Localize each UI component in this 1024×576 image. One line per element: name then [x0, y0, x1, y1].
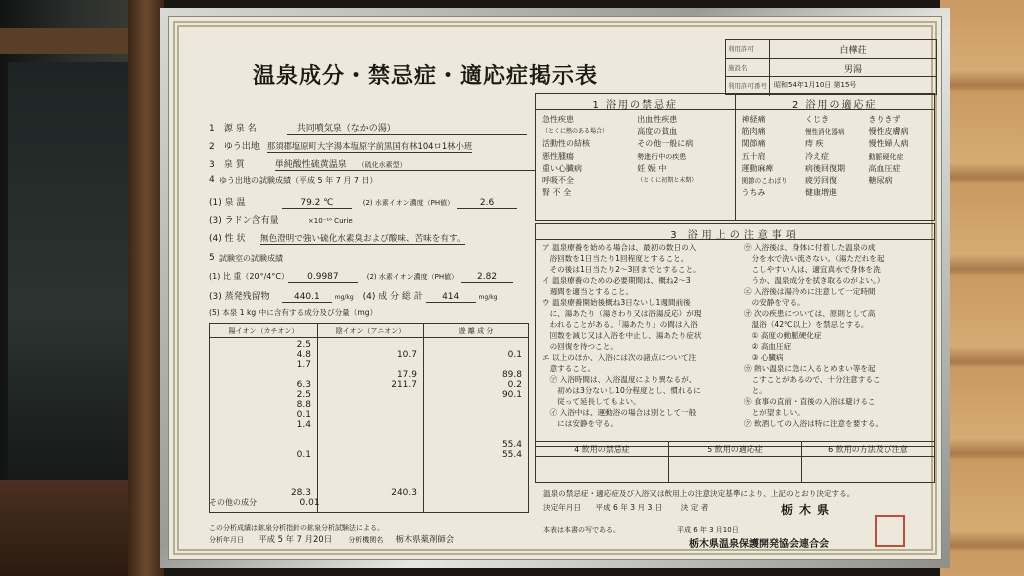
radon-unit: ×10⁻¹⁰ Curie [307, 217, 353, 225]
note-line: ㋕ 熱い温泉に急に入るとめまい等を起 [744, 364, 876, 373]
list-item: 高血圧症 [868, 163, 901, 173]
analysis-method: この分析成績は鉱泉分析指針の鉱泉分析試験法による。 [209, 524, 384, 532]
cell [391, 340, 417, 350]
note-line: ② 高血圧症 [744, 342, 792, 351]
line-label: 源 泉 名 [223, 124, 257, 134]
list-item: その他一般に病 [637, 139, 694, 149]
list-item: きりきず [868, 115, 901, 124]
info-value: 昭和54年1月10日 第15号 [774, 81, 857, 90]
note-line: 温浴（42℃以上）を禁忌とする。 [744, 320, 869, 329]
note-line: ア 温泉療養を始める場合は、最初の数日の入 [542, 243, 697, 252]
note-line: イ 温泉療養のための必要期間は、概ね2〜3 [542, 276, 691, 285]
drinking-body [535, 457, 935, 483]
list-item: 五十肩 [741, 151, 766, 161]
property-value: 無色澄明で強い硫化水素臭および酸味、苦味を有す。 [259, 234, 466, 244]
free-component-column [424, 324, 528, 512]
anion-values [391, 340, 417, 390]
info-row [726, 59, 936, 78]
line-number: 3 [209, 160, 215, 170]
contraindications-list [536, 110, 735, 203]
spring-quality-box [275, 157, 535, 171]
note-line: の回復を待つこと。 [542, 342, 618, 351]
decision-text: 温泉の禁忌症・適応症及び入浴又は飲用上の注意決定基準により、上記のとおり決定する。 [543, 489, 855, 498]
drinking-method-cell [802, 457, 934, 482]
line-number: 4 [209, 175, 215, 185]
note-line: ㋐ 入浴時間は、入浴温度により異なるが、 [542, 375, 697, 384]
cell [502, 410, 522, 420]
line-label: 泉 質 [223, 160, 245, 170]
drinking-headers [535, 441, 935, 457]
cation-header: 陽イオン（カチオン） [210, 324, 317, 338]
cell: 0.1 [296, 450, 311, 460]
property-label: (4) 性 状 [209, 234, 246, 244]
info-value: 男湯 [843, 64, 862, 75]
note-line: われることがある。「湯あたり」の間は入浴 [542, 320, 698, 329]
note-line: に、湯あたり（湯さわり又は浴湯反応）が現 [542, 309, 702, 318]
info-key: 利用許可番号 [726, 77, 770, 96]
facility-info-box [725, 39, 937, 95]
list-item: 急性疾患 [542, 115, 574, 124]
cell [502, 400, 522, 410]
line-number: 5 [209, 253, 215, 263]
cell: 1.4 [296, 420, 311, 430]
cell: 1.7 [296, 360, 311, 370]
list-item: 呼吸不全 [542, 176, 574, 186]
total-value: 414 [426, 292, 476, 303]
radon-label: (3) ラドン含有量 [209, 216, 279, 226]
anion-column [318, 324, 424, 512]
source-test-title: ゆう出地の試験成績（平成 5 年 7 月 7 日） [219, 176, 378, 185]
list-item: 筋肉痛 [741, 127, 766, 137]
notes-left-column [542, 242, 738, 429]
list-item: 冷え症 [805, 151, 829, 161]
list-item: 慢性婦人病 [868, 139, 909, 149]
analysis-date-label: 分析年月日 [209, 536, 244, 544]
list-item: （とくに初期と末期） [637, 177, 698, 185]
analysis-org: 栃木県薬剤師会 [395, 534, 455, 544]
content-note: (5) 本泉 1 kg 中に含有する成分及び分量（mg） [209, 308, 378, 317]
notes-header: 3 浴用上の注意事項 [536, 224, 934, 240]
note-line: うか、温泉成分を拭き取るのがよい。） [744, 276, 885, 285]
cell: 17.9 [396, 370, 417, 380]
sign-frame [160, 8, 950, 568]
note-line: の安静を守る。 [744, 298, 805, 307]
wood-wall [940, 0, 1024, 576]
note-line: ㋖ 食事の直前・直後の入浴は避けるこ [744, 397, 876, 406]
list-item: 関節のこわばり [741, 177, 788, 186]
source-location: 那須郡塩原町大字湯本塩原字前黒国有林104ロ1林小班 [266, 141, 473, 151]
note-line: 初めは3分ないし10分程度とし、慣れるに [542, 386, 701, 395]
notes-right-column [744, 242, 930, 429]
indications-box [736, 94, 935, 220]
list-item: 神経痛 [741, 115, 766, 124]
list-item: 重い心臓病 [542, 163, 582, 173]
note-line: こすことがあるので、十分注意するこ [744, 375, 881, 384]
list-item: 出血性疾患 [637, 115, 678, 124]
lab-ph-label: (2) 水素イオン濃度（PH値） [366, 273, 459, 281]
cell [297, 440, 311, 450]
drinking-indication-header: 5 飲用の適応症 [669, 442, 802, 456]
other-components [209, 497, 320, 508]
gravity-value: 0.9987 [288, 272, 358, 283]
total-unit: mg/kg [478, 294, 498, 301]
copy-note: 本表は本書の写である。 [543, 526, 620, 534]
analysis-org-label: 分析機関名 [348, 536, 384, 544]
note-line: 週間を適当とすること。 [542, 287, 634, 296]
note-line: エ 以上のほか、入浴には次の諸点について注 [542, 353, 697, 362]
note-line: ① 高度の動脈硬化症 [744, 331, 822, 340]
window-frame-top [0, 28, 135, 54]
contraindications-header: 1 浴用の禁忌症 [536, 94, 735, 110]
list-item: 勢進行中の疾患 [637, 152, 687, 161]
line-label: ゆう出地 [223, 142, 260, 152]
list-item: 健康増進 [805, 188, 837, 198]
cell: 6.3 [296, 380, 311, 390]
cell: 55.4 [501, 440, 522, 450]
list-item: くじき [805, 115, 829, 124]
note-line: とが望ましい。 [744, 408, 805, 417]
list-item [637, 187, 728, 199]
analysis-date: 平成 5 年 7 月20日 [258, 534, 333, 544]
note-line: ③ 心臓病 [744, 353, 784, 362]
cell: 0.2 [507, 380, 522, 390]
note-line: ㋒ 入浴後は、身体に付着した温泉の成 [744, 243, 876, 252]
left-wall [0, 0, 135, 576]
total-label: (4) 成 分 総 計 [362, 292, 423, 302]
gravity-label: (1) 比 重（20°/4°C） [209, 272, 289, 281]
source-location-line [209, 139, 472, 153]
cell: 4.8 [296, 350, 311, 360]
gravity-line [209, 271, 513, 283]
list-item: （とくに熱のある場合） [542, 128, 609, 136]
cell: 211.7 [391, 380, 417, 390]
lab-ph-value: 2.82 [461, 272, 513, 283]
list-item: 慢性消化器病 [805, 128, 845, 137]
list-item: 活動性の結核 [542, 139, 590, 149]
anion-total: 240.3 [391, 488, 417, 498]
cell: 55.4 [501, 450, 522, 460]
cell: 10.7 [396, 350, 417, 360]
note-line: こしやすい人は、適宜真水で身体を洗 [744, 265, 881, 274]
temperature-label: (1) 泉 温 [209, 198, 246, 208]
residue-value: 440.1 [282, 292, 332, 303]
list-item: 糖尿病 [868, 176, 893, 186]
red-seal-stamp [875, 515, 905, 547]
prefecture-name: 栃木県 [781, 503, 836, 517]
list-item: 悪性腫瘍 [542, 151, 574, 161]
anion-header: 陰イオン（アニオン） [318, 324, 423, 338]
ph-label: (2) 水素イオン濃度（PH値） [362, 199, 455, 207]
cell [297, 370, 311, 380]
other-value: 0.01 [299, 498, 320, 508]
contraindications-box [536, 94, 736, 220]
composition-table [209, 323, 529, 513]
line-number: 2 [209, 142, 215, 152]
list-item: 腎 不 全 [542, 188, 572, 198]
decision-date-label: 決定年月日 [543, 503, 581, 512]
bathing-contra-indication-grid [535, 93, 935, 221]
wooden-post [128, 0, 164, 576]
association-name: 栃木県温泉保護開発協会連合会 [689, 539, 829, 550]
note-line: 意すること。 [542, 364, 596, 373]
cell: 8.8 [296, 400, 311, 410]
free-component-values [502, 340, 522, 460]
indications-list [736, 110, 935, 203]
sign-board [168, 16, 942, 560]
cell [502, 360, 522, 370]
note-line: には安静を守る。 [542, 419, 618, 428]
lab-test-title: 試験室の試験成績 [219, 254, 283, 263]
cell: 2.5 [296, 390, 311, 400]
note-line: ㋔ 次の疾患については、原則として高 [744, 309, 876, 318]
cation-total: 28.3 [290, 488, 311, 498]
issued-date: 平成 6 年 3 月10日 [677, 526, 739, 534]
note-line: 浴回数を1日当たり1回程度とすること。 [542, 254, 689, 263]
note-line: ㋓ 入浴後は湯冷めに注意して一定時間 [744, 287, 876, 296]
list-item: 慢性皮膚病 [868, 127, 909, 137]
ph-value: 2.6 [457, 198, 517, 209]
spring-name-line [209, 121, 527, 135]
cell [391, 360, 417, 370]
note-line: 従って延長してもよい。 [542, 397, 641, 406]
drinking-method-header: 6 飲用の方法及び注意 [828, 445, 908, 454]
temperature-line [209, 195, 517, 209]
free-component-header: 遊 離 成 分 [424, 324, 528, 338]
list-item: 疲労回復 [805, 176, 837, 186]
sign-title: 温泉成分・禁忌症・適応症掲示表 [253, 64, 599, 89]
list-item: 関節痛 [741, 139, 766, 149]
property-line [209, 231, 465, 245]
list-item: 病後回復期 [805, 163, 845, 173]
temperature-value: 79.2 ℃ [282, 198, 352, 209]
spring-quality-line [209, 157, 535, 171]
decision-date: 平成 6 年 3 月 3 日 [595, 503, 663, 512]
cell: 2.5 [296, 340, 311, 350]
spring-name: 共同噴気泉（なかの湯） [287, 121, 527, 135]
note-line: と。 [744, 386, 767, 395]
cation-column [210, 324, 318, 512]
spring-quality: 単純酸性硫黄温泉 [274, 160, 347, 170]
list-item [869, 187, 929, 199]
residue-label: (3) 蒸発残留物 [209, 292, 270, 302]
info-key: 利用許可 [726, 40, 770, 58]
note-line: その後は1日当たり2〜3回までとすること。 [542, 265, 701, 274]
list-item: うちみ [741, 188, 766, 198]
cell: 90.1 [501, 390, 522, 400]
cell: 0.1 [507, 350, 522, 360]
note-line: 回数を減じ又は入浴を中止し、湯あたり症状 [542, 331, 702, 340]
cell [502, 340, 522, 350]
other-label: その他の成分 [209, 498, 257, 507]
residue-line [209, 289, 498, 303]
list-item: 高度の貧血 [637, 127, 678, 137]
decider-label: 決 定 者 [680, 503, 709, 512]
list-item: 運動麻痺 [741, 163, 774, 173]
cell [502, 430, 522, 440]
drinking-indication-cell [669, 457, 802, 482]
note-line: ㋑ 入浴中は、運動浴の場合は別として一般 [542, 408, 697, 417]
cell: 89.8 [501, 370, 522, 380]
list-item: 痔 疾 [805, 139, 824, 149]
window-frame-bottom [0, 480, 135, 576]
list-item: 動脈硬化症 [868, 152, 904, 161]
cell: 0.1 [296, 410, 311, 420]
bathing-notes-box [535, 223, 935, 447]
spring-type: （硫化水素型） [357, 161, 407, 169]
drinking-contra-header: 4 飲用の禁忌症 [536, 442, 669, 456]
cation-values [297, 340, 311, 460]
indications-header: 2 浴用の適応症 [736, 94, 935, 110]
drinking-contra-cell [536, 457, 669, 482]
info-value: 白樺荘 [839, 46, 867, 56]
note-line: ウ 温泉療養開始後概ね3日ないし1週間前後 [542, 298, 691, 307]
cell [297, 430, 311, 440]
info-row [726, 40, 936, 59]
line-number: 1 [209, 124, 215, 134]
note-line: ㋗ 飲酒しての入浴は特に注意を要する。 [744, 419, 884, 428]
cell [502, 420, 522, 430]
info-key: 施設名 [726, 59, 770, 77]
analysis-footer [209, 523, 454, 546]
note-line: 分を水で洗い流さない。（湯ただれを起 [744, 254, 885, 263]
residue-unit: mg/kg [334, 294, 354, 301]
list-item: 妊 娠 中 [637, 163, 667, 173]
radon-line [209, 213, 353, 226]
analysis-date-line [209, 534, 454, 546]
window-glass [8, 62, 128, 482]
